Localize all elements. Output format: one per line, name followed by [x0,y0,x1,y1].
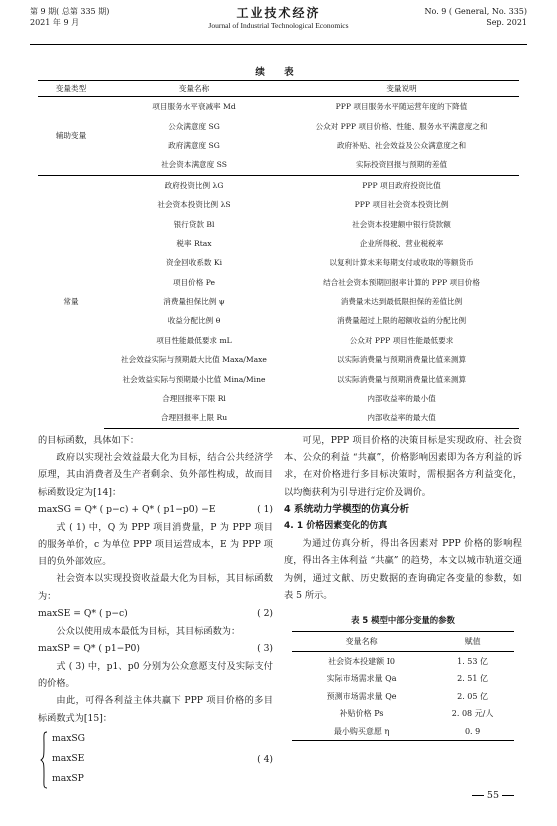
paragraph: 由此，可得各利益主体共赢下 PPP 项目价格的多目标函数式为[15]： [38,695,273,724]
equation-number: ( 3) [257,643,273,655]
continued-table-title: 续 表 [255,67,302,78]
table-row [38,350,519,369]
variable-name-cell: 资金回收系数 Ki [165,258,223,268]
header-cell: 变量类型 [38,81,104,97]
left-brace-icon [40,731,48,789]
journal-title-en: Journal of Industrial Technological Economics [208,21,349,30]
parameter-value-cell: 2. 08 元/人 [451,709,494,719]
table-row [38,273,519,292]
category-cell: 辅助变量 [55,131,87,141]
variable-desc-cell: 以实际消费量与预期消费量比值来测算 [336,355,467,365]
variable-desc-cell: 政府补贴、社会效益及公众满意度之和 [336,140,467,150]
table-row [38,408,519,428]
equation-text: maxSG = Q* ( p−c) + Q* ( p1−p0) −E [38,503,216,515]
variable-name-cell: 消费量担保比例 ψ [163,297,225,307]
paragraph: 为通过仿真分析，得出各因素对 PPP 价格的影响程度，得出各主体利益 “共赢” 的趋势，本文以城市轨道交通为例，通过文献、历史数据的查询确定各变量的参数，如表 5 所示。 [284,538,522,601]
table-row [38,389,519,408]
variable-name-cell: 社会效益实际与预期最大比值 Maxa/Maxe [121,355,267,365]
dash [472,795,484,796]
variable-desc-cell: 实际投资回报与预期的差值 [355,160,448,170]
table-row [38,116,519,135]
variable-name-cell: 公众满意度 SG [168,121,220,131]
table-row [292,722,514,740]
parameter-name-cell: 最小购买意愿 η [292,722,431,740]
system-line: maxSP [52,772,84,784]
variable-desc-cell: 消费量未达到最低限担保的差值比例 [340,297,463,307]
table-row [38,214,519,233]
issue-date: 2021 年 9 月 [30,18,80,27]
equation-text: maxSP = Q* ( p1−P0) [38,643,140,655]
variable-name-cell: 社会资本满意度 SS [161,160,227,170]
variable-desc-cell: 公众对 PPP 项目性能最低要求 [349,335,454,345]
parameters-table [292,631,514,741]
variable-desc-cell: 内部收益率的最大值 [284,408,519,428]
variable-name-cell: 政府满意度 SG [168,140,220,150]
variable-desc-cell: PPP 项目社会资本投资比例 [354,200,449,210]
table-header-row [38,81,519,97]
issue-number-en: No. 9 ( General, No. 335) [424,7,527,16]
variable-desc-cell: 以实际消费量与预期消费量比值来测算 [336,374,467,384]
equation-3 [38,640,273,658]
variable-name-cell: 政府投资比例 λG [104,175,284,195]
table-row [38,292,519,311]
header-cell: 变量说明 [284,81,519,97]
paragraph: 式 ( 3) 中，p1、p0 分别为公众意愿支付及实际支付的价格。 [38,661,273,690]
variable-name-cell: 项目价格 Pe [172,277,216,287]
section-heading: 4 系统动力学模型的仿真分析 [284,503,410,515]
table-row [292,687,514,705]
variable-desc-cell: 社会资本投建额中银行贷款额 [352,219,451,229]
variables-table [38,80,519,429]
parameter-name-cell: 实际市场需求量 Qa [326,674,397,684]
table-row [38,136,519,155]
page-number-text: 55 [486,790,499,801]
variable-desc-cell: 结合社会资本预期回报率计算的 PPP 项目价格 [323,277,480,287]
subsection-heading: 4. 1 价格因素变化的仿真 [284,521,388,532]
table-row [38,331,519,350]
equation-2 [38,605,273,623]
system-line: maxSG [52,732,86,744]
paragraph: 政府以实现社会效益最大化为目标，结合公共经济学原理，其由消费者及生产者剩余、负外部性构成，故而目标函数设定为[14]： [38,452,273,498]
parameter-name-cell: 预测市场需求量 Qe [326,691,397,701]
table-row [38,369,519,388]
header-cell: 赋值 [431,632,514,652]
variable-name-cell: 项目服务水平衰减率 Md [152,102,236,112]
header-cell: 变量名称 [104,81,284,97]
equation-text: maxSE = Q* ( p−c) [38,607,128,619]
table-row [38,155,519,175]
variable-name-cell: 合理回报率下限 Rl [162,394,226,404]
paragraph: 式 ( 1) 中，Q 为 PPP 项目消费量，P 为 PPP 项目的服务单价，c 为单位 PPP 项目运营成本，E 为 PPP 项目的负外部效应。 [38,521,273,568]
variable-desc-cell: 内部收益率的最小值 [367,394,436,404]
variable-name-cell: 社会资本投资比例 λS [157,200,231,210]
table-row [292,705,514,723]
equation-1 [38,501,273,519]
variable-desc-cell: 以复利计算未来每期支付或收取的等额货币 [329,258,474,268]
equation-number: ( 1) [257,503,273,515]
equation-4-system [38,729,273,793]
right-column [284,432,522,741]
paragraph: 公众以使用成本最低为目标，其目标函数为： [56,625,241,637]
table-row [38,234,519,253]
parameter-name-cell: 社会资本投建额 I0 [328,656,395,666]
parameter-value-cell: 0. 9 [431,722,514,740]
page-number [469,790,517,801]
dash [502,795,514,796]
category-cell: 常量 [38,175,104,428]
table5-caption: 表 5 模型中部分变量的参数 [351,615,455,626]
header-cell: 变量名称 [292,632,431,652]
variable-name-cell: 银行贷款 Bl [173,219,215,229]
system-line: maxSE [52,752,85,764]
table-header-row [292,632,514,652]
table-row [38,97,519,117]
parameter-value-cell: 2. 05 亿 [457,691,489,701]
variable-desc-cell: PPP 项目服务水平随运营年度的下降值 [335,102,468,112]
variable-desc-cell: PPP 项目政府投资比值 [284,175,519,195]
parameter-name-cell: 补贴价格 Ps [339,709,384,719]
variable-name-cell: 社会效益实际与预期最小比值 Mina/Mine [122,374,266,384]
left-column [38,432,273,793]
table-row [292,670,514,688]
parameter-value-cell: 2. 51 亿 [457,674,489,684]
paragraph: 社会资本以实现投资收益最大化为目标，其目标函数为： [38,573,273,602]
issue-info-en [425,6,527,28]
paragraph: 可见，PPP 项目价格的决策目标是实现政府、社会资本、公众的利益 “共赢”，价格影响因素即为各方利益的诉求，在对价格进行多目标决策时，需根据各方利益变化，以均衡获利为引导进行定价及调价。 [284,435,522,498]
table-row [38,311,519,330]
variable-name-cell: 收益分配比例 θ [167,316,221,326]
equation-number: ( 2) [257,607,273,619]
parameter-value-cell: 1. 53 亿 [457,656,489,666]
variable-desc-cell: 企业所得税、营业税税率 [359,238,444,248]
variable-name-cell: 合理回报率上限 Ru [104,408,284,428]
table-row [292,652,514,670]
variable-desc-cell: 消费量超过上限的超额收益的分配比例 [336,316,467,326]
variable-desc-cell: 公众对 PPP 项目价格、性能、服务水平满意度之和 [315,121,488,131]
equation-system-lines [52,729,85,789]
variable-name-cell: 税率 Rtax [176,238,212,248]
equation-number: ( 4) [257,753,273,765]
table-row [38,253,519,272]
issue-date-en: Sep. 2021 [486,18,527,27]
paragraph: 的目标函数，具体如下： [38,435,140,446]
header-rule [30,44,527,45]
table-row [38,195,519,214]
table-row [38,175,519,195]
variable-name-cell: 项目性能最低要求 mL [156,335,232,345]
journal-title-cn: 工业技术经济 [236,6,321,20]
page-header [30,6,527,46]
issue-number: 第 9 期( 总第 335 期) [30,7,110,16]
